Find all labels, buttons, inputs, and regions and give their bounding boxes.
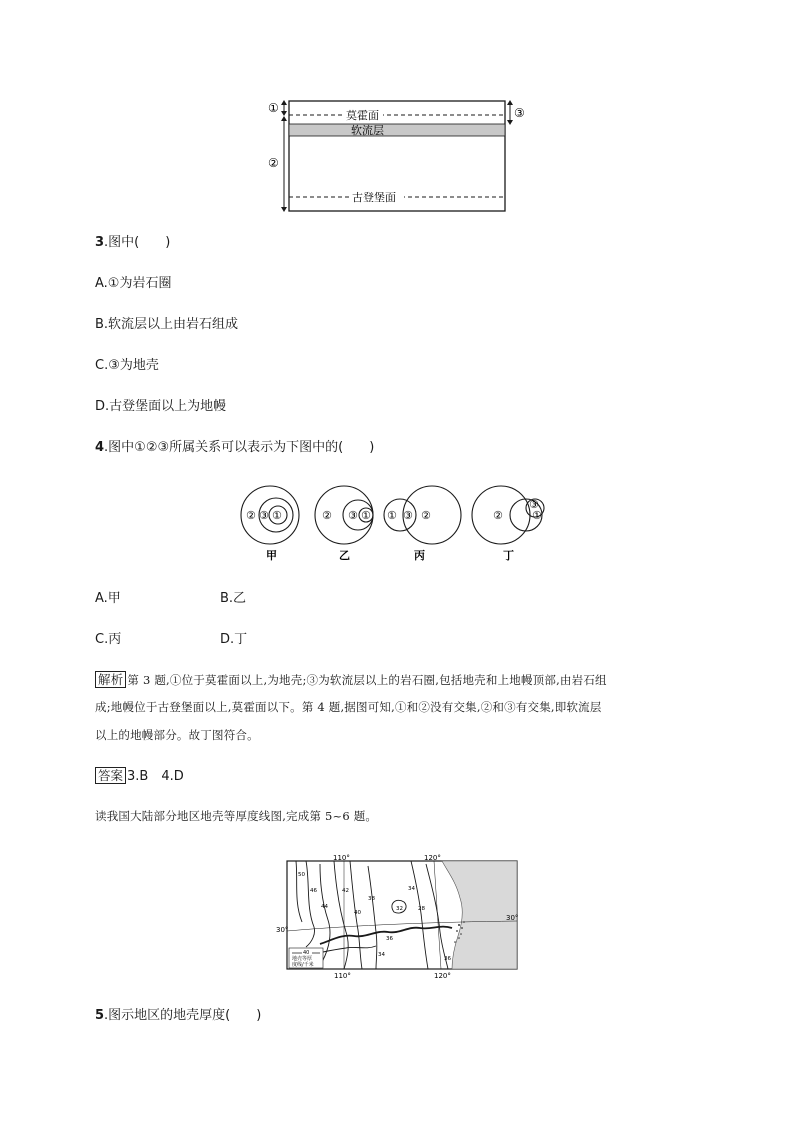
lon-110-top: 110° (333, 854, 350, 862)
caption-jia: 甲 (266, 549, 277, 562)
contour-label: 34 (408, 886, 415, 892)
circle-relations-diagram (238, 483, 558, 563)
question-4-option-a[interactable]: A.甲 (95, 591, 121, 606)
bing-label-1: ① (387, 509, 397, 522)
question-3-text: .图中( ) (104, 235, 171, 250)
question-4-stem (95, 440, 374, 456)
caption-ding: 丁 (503, 549, 514, 562)
intro-text: 读我国大陆部分地区地壳等厚度线图,完成第 5~6 题。 (95, 809, 378, 823)
ding-label-2: ② (493, 509, 503, 522)
ding-label-1: ① (532, 509, 542, 522)
question-4-option-c[interactable]: C.丙 (95, 632, 122, 647)
contour-label: 50 (298, 872, 305, 878)
bing-label-3: ③ (403, 509, 413, 522)
yi-label-1: ① (361, 509, 371, 522)
contour-label: 46 (310, 888, 317, 894)
question-4-option-b[interactable]: B.乙 (220, 591, 247, 606)
legend-value: 40 (303, 950, 310, 956)
caption-yi: 乙 (339, 549, 350, 562)
contour-label: 36 (386, 936, 393, 942)
question-4-text: .图中①②③所属关系可以表示为下图中的( ) (104, 440, 375, 455)
diagram-label-2: ② (268, 156, 279, 170)
answer-line (95, 767, 184, 785)
answer-text: 3.B 4.D (127, 769, 184, 784)
question-3-option-b[interactable]: B.软流层以上由岩石组成 (95, 317, 239, 332)
legend-line-2: 度线/千米 (292, 962, 314, 968)
crust-thickness-map (276, 852, 530, 982)
lat-30-right: 30° (506, 914, 519, 922)
legend-line-1: 地壳等厚 (292, 956, 313, 962)
asthenosphere-label: 软流层 (351, 124, 384, 137)
diagram-label-3: ③ (514, 106, 525, 120)
question-5-stem (95, 1008, 261, 1024)
lon-120-bottom: 120° (434, 972, 451, 980)
contour-label: 40 (354, 910, 361, 916)
analysis-tag: 解析 (95, 671, 126, 688)
lon-120-top: 120° (424, 854, 441, 862)
jia-label-2: ② (246, 509, 256, 522)
lat-30-left: 30° (276, 926, 289, 934)
contour-label: 28 (418, 906, 425, 912)
jia-label-1: ① (272, 509, 282, 522)
yi-label-2: ② (322, 509, 332, 522)
diagram-label-1: ① (268, 101, 279, 115)
contour-label: 44 (321, 904, 328, 910)
moho-label: 莫霍面 (346, 109, 379, 122)
analysis-line-1 (95, 671, 607, 688)
answer-tag: 答案 (95, 767, 126, 784)
gutenberg-label: 古登堡面 (352, 191, 396, 204)
question-3-number: 3 (95, 235, 105, 250)
contour-label: 36 (444, 956, 451, 962)
bing-label-2: ② (421, 509, 431, 522)
contour-label: 38 (368, 896, 375, 902)
question-3-option-a[interactable]: A.①为岩石圈 (95, 276, 172, 291)
ding-label-3: ③ (529, 498, 539, 511)
question-5-text: .图示地区的地壳厚度( ) (104, 1008, 262, 1023)
question-4-number: 4 (95, 440, 105, 455)
analysis-line-3: 以上的地幔部分。故丁图符合。 (95, 728, 259, 742)
question-3-option-d[interactable]: D.古登堡面以上为地幔 (95, 399, 227, 414)
question-3-stem (95, 235, 170, 251)
asthenosphere-band (289, 124, 505, 136)
caption-bing: 丙 (414, 549, 425, 562)
contour-label: 32 (396, 906, 403, 912)
yi-label-3: ③ (348, 509, 358, 522)
lon-110-bottom: 110° (334, 972, 351, 980)
analysis-text-1: 第 3 题,①位于莫霍面以上,为地壳;③为软流层以上的岩石圈,包括地壳和上地幔顶部,由岩石组 (127, 673, 607, 687)
question-3-option-c[interactable]: C.③为地壳 (95, 358, 159, 373)
jia-label-3: ③ (259, 509, 269, 522)
question-4-option-d[interactable]: D.丁 (220, 632, 248, 647)
contour-label: 34 (378, 952, 385, 958)
question-5-number: 5 (95, 1008, 105, 1023)
earth-layers-diagram (262, 94, 532, 218)
analysis-line-2: 成;地幔位于古登堡面以上,莫霍面以下。第 4 题,据图可知,①和②没有交集,②和③有交集,即软流层 (95, 700, 602, 714)
contour-label: 42 (342, 888, 349, 894)
